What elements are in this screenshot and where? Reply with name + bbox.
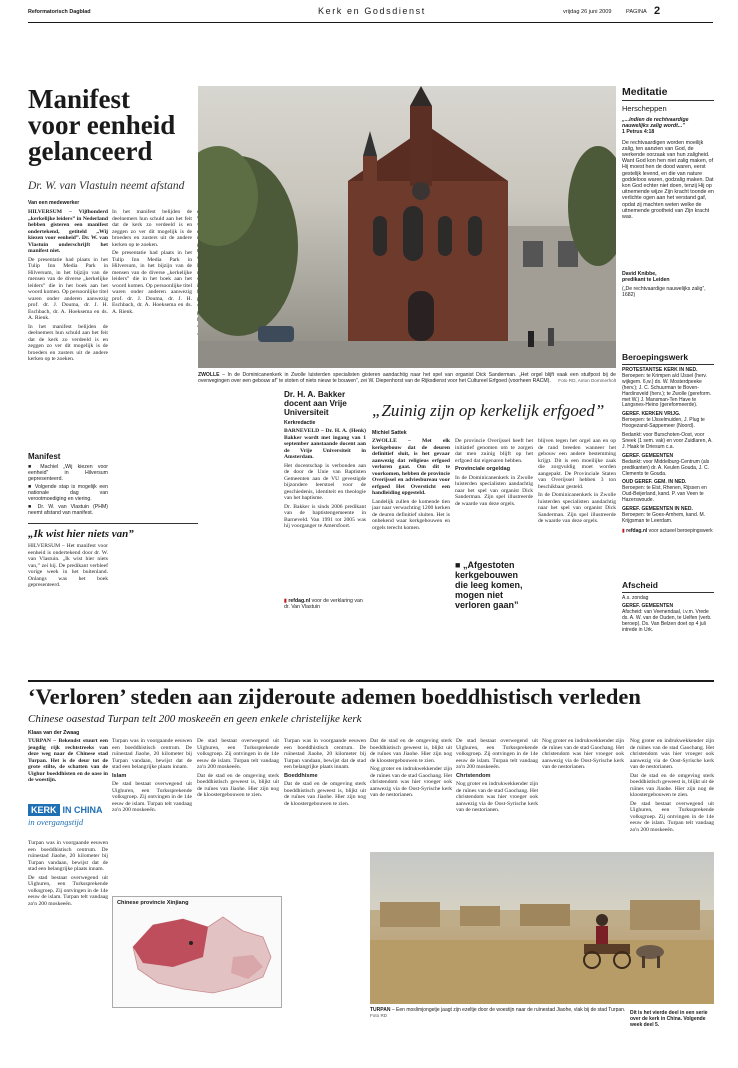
orgel-col1 xyxy=(372,438,450,618)
map-graphic xyxy=(113,897,283,1009)
meditatie-title: Meditatie xyxy=(622,86,714,101)
turpan-col1 xyxy=(28,840,108,1020)
beroepings-entry: Bedankt: voor Burschoten-Oost, voor Sneek (1 sem. vak) en voor Zuidlaren, A. J. Haak te Driesum c.a. xyxy=(622,432,713,450)
turpan-subtitle: Chinese oasestad Turpan telt 200 moskeeën en geen enkele christelijke kerk xyxy=(28,713,362,725)
manifest-box-title: Manifest xyxy=(28,452,61,461)
turpan-col7-text: Nog groter en indrukwekkender zijn de ruïnes van de stad Gaochang. Het christendom was hier vroeger ook aanwezig via de Oost-Syrische kerk van de nestorianen. xyxy=(542,738,624,770)
bakker-byline: Kerkredactie xyxy=(284,420,316,426)
series-badge xyxy=(28,804,108,834)
turpan-lead-col xyxy=(28,738,108,800)
beroepings-entry: PROTESTANTSE KERK IN NED. Beroepen: te Krimpen a/d IJssel (herv. wijkgem. 6,w.) ds. W. Mosterdpeeke (herv.); J. C. Schuurman te Boven-Hardinxveld (herv.); te Zwolle (gereform. met W.) J. Mansman-Ten Have te Langsnes-Heino (gereformeerde). xyxy=(622,367,712,409)
meditatie-author-note: predikant te Leiden xyxy=(622,276,670,283)
turpan-col2 xyxy=(112,738,192,888)
turpan-col4-text: Turpan was in voorgaande eeuwen een boeddhistisch centrum. De ruïnestad Jiaohe, 20 kilometer bij Turpan vandaan, bewijst dat de stad een belangrijke plaats innam. xyxy=(284,738,366,770)
turpan-photo-credit: Foto RD xyxy=(370,1013,388,1018)
web-icon: ▮ xyxy=(622,527,625,534)
meditatie-author: David Knibbe, xyxy=(622,270,657,277)
manifest-col2-text: In het manifest belijden de deelnemers hun schuld aan het feit dat de kerk zo verdeeld is en zeggen zo ver dit mogelijk is de broeders en zusters uit de andere kerken op te zoeken. xyxy=(112,209,192,248)
turpan-col8-text: De stad bestaat overwegend uit Uighuren, een Turkssprekende volksgroep. Zij ontvingen in de 14e eeuw de islam. Turpan telt vandaag zo'n 200 moskeeën. xyxy=(630,800,714,833)
islam-subhead: Islam xyxy=(112,772,127,779)
turpan-col6 xyxy=(456,738,538,848)
afscheid-title: Afscheid xyxy=(622,580,714,593)
series-sub: in overgangstijd xyxy=(28,817,84,827)
afscheid-text: Afscheid: van Veenendaal, i.v.m. Vrede ds. A. W. van de Ouden, te Uelfen (verb. beroep). Ds. Van Belzen doet op 4 juli intrede in Urk. xyxy=(622,608,712,633)
orgel-pullquote: ■ „Afgestoten kerkgebouwen die leeg komen, mogen niet verloren gaan” xyxy=(455,560,523,610)
manifest-lead: HILVERSUM – Vijfhonderd „kerkelijke leiders” in Nederland hebben gisteren een manifest ondertekend, getiteld „Wij kiezen voor eenheid”. Dr. W. van Vlastuin onderschrijft het manifest niet. xyxy=(28,209,108,254)
bakker-article xyxy=(284,390,366,595)
header-rule xyxy=(28,22,713,23)
manifest-title-block xyxy=(28,86,178,164)
turpan-col2-text: Turpan was in voorgaande eeuwen een boeddhistisch centrum. De ruïnestad Jiaohe, 20 kilometer bij Turpan vandaan, bewijst dat de stad een belangrijke plaats innam. xyxy=(112,738,192,770)
bakker-headline: Dr. H. A. Bakker docent aan Vrije Universiteit xyxy=(284,390,347,417)
turpan-col5-text: Dat de stad en de omgeving sterk boeddhistisch geweest is, blijkt uit de ruïnes van Jiaohe. Hier zijn nog de kloostergebouwen te zien. xyxy=(370,738,452,764)
quote-title: „Ik wist hier niets van” xyxy=(28,528,134,540)
section-title: Kerk en Godsdienst xyxy=(318,6,426,16)
bullet-icon: ■ xyxy=(455,560,461,570)
turpan-byline: Klaas van der Zwaag xyxy=(28,730,80,736)
manifest-col2 xyxy=(112,209,192,509)
meditatie-verse-ref: 1 Petrus 4:18 xyxy=(622,129,655,136)
turpan-illustration xyxy=(370,852,714,1004)
christendom-subhead: Christendom xyxy=(456,772,491,779)
sidebar-beroepingswerk xyxy=(622,352,714,534)
page-header xyxy=(28,6,713,20)
manifest-body-2: In het manifest belijden de deelnemers hun schuld aan het feit dat de kerk zo verdeeld is en zeggen zo ver dit mogelijk is de broeders en zusters uit de andere kerken op te zoeken. xyxy=(28,323,108,362)
bakker-body-2: Dr. Bakker is sinds 2006 predikant van de baptistengemeente in Barneveld. Van 1991 tot 2005 was hij voorganger te Amersfoort. xyxy=(284,503,366,530)
page-label: PAGINA xyxy=(626,9,647,15)
beroepings-weblink[interactable]: ▮ refdag.nl voor actueel beroepingswerk xyxy=(622,527,713,534)
beroepings-entry: GEREF. KERKEN VRIJG. Beroepen: te IJsselmuiden, J. Plug te Hoogezand-Sappemeer (Noord). xyxy=(622,411,705,430)
orgel-subhead: Provinciale orgeldag xyxy=(455,466,511,472)
xinjiang-map xyxy=(112,896,282,1008)
manifest-box xyxy=(28,452,108,518)
sidebar-afscheid xyxy=(622,580,714,633)
church-photo-caption: ZWOLLE – In de Dominicanenkerk in Zwolle luisterden specialisten gisteren aandachtig naar het spel van organist Dick Sanderman. „Het orgel blijft vaak een stuifpost bij de overwegingen over een gebouw af” te stoten of niets nieuw te bouwen”, zei W. Diepenhorst van de Rijksdienst voor het Cultureel Erfgoed (voorheen RACM). Foto RD, Anton Dommerholt xyxy=(198,372,616,384)
meditatie-body: De rechtvaardigen worden moeilijk zalig, ten aanzien van God, de werkende oorzaak van hun zaligheid. Want God kon hen niet zalig maken, of Hij moest hen de dood waren, eerst gestelijk levend, en die van nature goddeloos waren, godzalig maken. Dat kon God echter niet doen, tenzij Hij op uitnemende wijze Zijn kracht toonde en verlichte ogen aan het verstand gaf, opdat zij machten weten welke de uitnemende grootheid van Zijn kracht was. xyxy=(622,139,714,221)
meditatie-source: („De rechtvaardige nauwelijks zalig”, 1682) xyxy=(622,286,706,299)
orgel-col2 xyxy=(455,438,533,538)
church-illustration xyxy=(198,86,616,368)
beroepings-entry: GEREF. GEMEENTEN IN NED. Beroepen: te Goes-Arnhem, kand. M. Krijgsman te Leerdam. xyxy=(622,506,706,524)
orgel-sub-body: In de Dominicanenkerk in Zwolle luisterden specialisten aandachtig naar het spel van organist Dick Sanderman. Zijn spel illustreerde de waarde van deze orgels. xyxy=(455,474,533,507)
manifest-body-1: De presentatie had plaats in het Tulip Inn Media Park in Hilversum, in het bijzijn van de mensen van de diverse „kerkelijke leiders” die in het boek aan het woord komen. Op persoonlijke titel waren onder anderen aanwezig prof. dr. J. Douma, dr. J. H. Eschbach, dr. A. Hoeksema en ds. A. Rienk. xyxy=(28,256,108,321)
boeddhisme-subhead: Boeddhisme xyxy=(284,772,318,779)
orgel-byline: Michiel Sattek xyxy=(372,430,407,436)
turpan-col5 xyxy=(370,738,452,848)
manifest-box-item: ■ Volgende stap is mogelijk een nationale dag van verootmoediging en viering. xyxy=(28,484,108,502)
section-divider xyxy=(28,680,714,682)
turpan-col3-text: De stad bestaat overwegend uit Uighuren, een Turkssprekende volksgroep. Zij ontvingen in de 14e eeuw de islam. Turpan telt vandaag zo'n 200 moskeeën. xyxy=(197,738,279,770)
map-title: Chinese provincie Xinjiang xyxy=(117,900,189,906)
orgel-col3-text: blijven tegen het orgel aan en op de rand breeden wanneer het gebouw een andere bestemming krijgt. Dit is een moeilijke zaak die zorgvuldig moet worden aangepakt. De Provinciale Staten van Overijssel hebben 3 ton beschikbaar gesteld. xyxy=(538,438,616,490)
turpan-col5-text: Nog groter en indrukwekkender zijn de ruïnes van de stad Gaochang. Het christendom was hier vroeger ook aanwezig via de Oost-Syrische kerk van de nestorianen. xyxy=(370,766,452,798)
turpan-col7 xyxy=(542,738,624,848)
manifest-col2-text: De presentatie had plaats in het Tulip Inn Media Park in Hilversum, in het bijzijn van de mensen van de diverse „kerkelijke leiders” die in het boek aan het woord komen. Op persoonlijke titel waren onder anderen aanwezig prof. dr. J. Douma, dr. J. H. Eschbach, dr. A. Hoeksema en ds. A. Rienk. xyxy=(112,250,192,315)
manifest-headline: Manifest voor eenheid gelanceerd xyxy=(28,84,176,166)
page-number: 2 xyxy=(654,5,661,17)
islam-body: De stad bestaat overwegend uit Uighuren, een Turkssprekende volksgroep. Zij ontvingen in de 14e eeuw de islam. Turpan telt vandaag zo'n 200 moskeeën. xyxy=(112,781,192,813)
turpan-photo-caption: TURPAN – Een moslimjongetje jaagt zijn ezeltje door de woestijn naar de ruïnestad Jiaohe, vlak bij de stad Turpan. Foto RD xyxy=(370,1007,626,1018)
turpan-lead: TURPAN – Bekendst stuurt een jeugdig rijk rechtstreeks van deze weg naar de Chinese stad Turpan. Het is de deur tot de grote stilte, de schatten van de Uighur boeddhisten en de oase in de woestijn. xyxy=(28,738,108,783)
beroepings-entry: GEREF. GEMEENTEN Bedankt: voor Middelburg-Centrum (als predikanten) dr. A. Keulen Gouda, J. C. Clements te Gouda. xyxy=(622,452,710,477)
boeddhisme-body: Dat de stad en de omgeving sterk boeddhistisch geweest is, blijkt uit de ruïnes van Jiaohe. Hier zijn nog de kloostergebouwen te zien. xyxy=(284,781,366,807)
turpan-photo xyxy=(370,852,714,1004)
orgel-body-2: De provincie Overijssel heeft het initiatief genomen om te zorgen dat men zuinig blijft op het erfgoed dat eigenaren hebben. xyxy=(455,438,533,464)
manifest-col1 xyxy=(28,209,108,449)
afscheid-head: GEREF. GEMEENTEN xyxy=(622,602,674,609)
turpan-col8-text: Nog groter en indrukwekkender zijn de ruïnes van de stad Gaochang. Het christendom was hier vroeger ook aanwezig via de Oost-Syrische kerk van de nestorianen. xyxy=(630,738,714,770)
quote-box xyxy=(28,523,198,613)
church-photo-credit: Foto RD, Anton Dommerholt xyxy=(558,378,616,383)
beroepings-entry: OUD GEREF. GEM. IN NED. Beroepen: te Elst, Rhenen, Rijssen en Oud-Beijerland, kand. P. van Veen te Hazerswoude. xyxy=(622,479,707,504)
manifest-box-item: ■ Machiel „Wij kiezen voor eenheid” in Hilversum gepresenteerd. xyxy=(28,464,109,482)
series-footnote: Dit is het vierde deel in een serie over de kerk in China. Volgende week deel 5. xyxy=(630,1010,708,1028)
turpan-body-1b: De stad bestaat overwegend uit Uighuren, een Turkssprekende volksgroep. Zij ontvingen in de 14e eeuw de islam. Turpan telt vandaag zo'n 200 moskeeën. xyxy=(28,874,108,907)
header-date: vrijdag 26 juni 2009 xyxy=(563,9,612,15)
beroepingswerk-title: Beroepingswerk xyxy=(622,352,714,365)
sidebar-meditatie xyxy=(622,86,714,298)
turpan-col3 xyxy=(197,738,279,888)
manifest-subtitle: Dr. W. van Vlastuin neemt afstand xyxy=(28,180,185,192)
manifest-weblink[interactable]: ▮ refdag.nl voor de verklaring van dr. Van Vlastuin xyxy=(284,598,363,610)
turpan-col8-text: Dat de stad en de omgeving sterk boeddhistisch geweest is, blijkt uit de ruïnes van Jiaohe. Hier zijn nog de kloostergebouwen te zien. xyxy=(630,772,714,798)
web-icon: ▮ xyxy=(284,598,287,604)
bakker-lead: BARNEVELD – Dr. H. A. (Henk) Bakker wordt met ingang van 1 september aanstaande docent aan de Vrije Universiteit in Amsterdam. xyxy=(284,428,366,461)
orgel-col3-text: In de Dominicanenkerk in Zwolle luisterden specialisten aandachtig naar het spel van organist Dick Sanderman. Zijn spel illustreerde de waarde van deze orgels. xyxy=(538,492,616,524)
turpan-col4 xyxy=(284,738,366,1008)
turpan-body-1: Turpan was in voorgaande eeuwen een boeddhistisch centrum. De ruïnestad Jiaohe, 20 kilometer bij Turpan vandaan, bewijst dat de stad een belangrijke plaats innam. xyxy=(28,840,108,872)
afscheid-date: A.s. zondag xyxy=(622,595,649,601)
manifest-box-item: ■ Dr. W. van Vlastuin (PHM) neemt afstand van manifest. xyxy=(28,504,109,516)
series-label-china: IN CHINA xyxy=(62,805,103,815)
meditatie-subtitle: Herscheppen xyxy=(622,104,667,113)
christendom-body: Nog groter en indrukwekkender zijn de ruïnes van de stad Gaochang. Het christendom was hier vroeger ook aanwezig via de Oost-Syrische kerk van de nestorianen. xyxy=(456,781,538,813)
paper-name: Reformatorisch Dagblad xyxy=(28,9,91,15)
turpan-headline: ‘Verloren’ steden aan zijderoute ademen boeddhistisch verleden xyxy=(28,684,641,709)
orgel-headline: „Zuinig zijn op kerkelijk erfgoed” xyxy=(372,401,605,420)
turpan-col3-text: Dat de stad en de omgeving sterk boeddhistisch geweest is, blijkt uit de ruïnes van Jiaohe. Hier zijn nog de kloostergebouwen te zien. xyxy=(197,772,279,798)
quote-body: HILVERSUM – Het manifest voor eenheid is ondertekend door dr. W. van Vlastuin. „Ik wist hier niets van,” zei hij. De predikant verbleef vorige week in het buitenland. Onlangs was het boek gepresenteerd. xyxy=(28,543,108,588)
orgel-lead: ZWOLLE – Met elk kerkgebouw dat de deuren definitief sluit, is het gevaar aanwezig dat religieus erfgoed verloren gaat. Om dit te voorkomen, hebben de provincie Overijssel en adviesbureau voor erfgoed Het Oversticht een handleiding opgesteld. xyxy=(372,438,450,496)
series-label-kerk: KERK xyxy=(28,804,60,816)
orgel-body-1: Landelijk zullen de komende tien jaar naar verwachting 1200 kerken de deuren definitief sluiten. Het is onbekend waar kerkgebouwen en orgels terecht komen. xyxy=(372,498,450,531)
turpan-col6-text: De stad bestaat overwegend uit Uighuren, een Turkssprekende volksgroep. Zij ontvingen in de 14e eeuw de islam. Turpan telt vandaag zo'n 200 moskeeën. xyxy=(456,738,538,770)
church-photo xyxy=(198,86,616,368)
orgel-col3 xyxy=(538,438,616,618)
manifest-byline: Van een medewerker xyxy=(28,200,80,206)
bakker-body-1: Het docentschap is verbonden aan de door de Unie van Baptisten Gemeenten aan de VU gevestigde bijzondere leerstoel voor de geschiedenis, identiteit en theologie van het baptisme. xyxy=(284,462,366,502)
meditatie-verse: „...indien de rechtvaardige nauwelijks zalig wordt...” xyxy=(622,117,689,130)
